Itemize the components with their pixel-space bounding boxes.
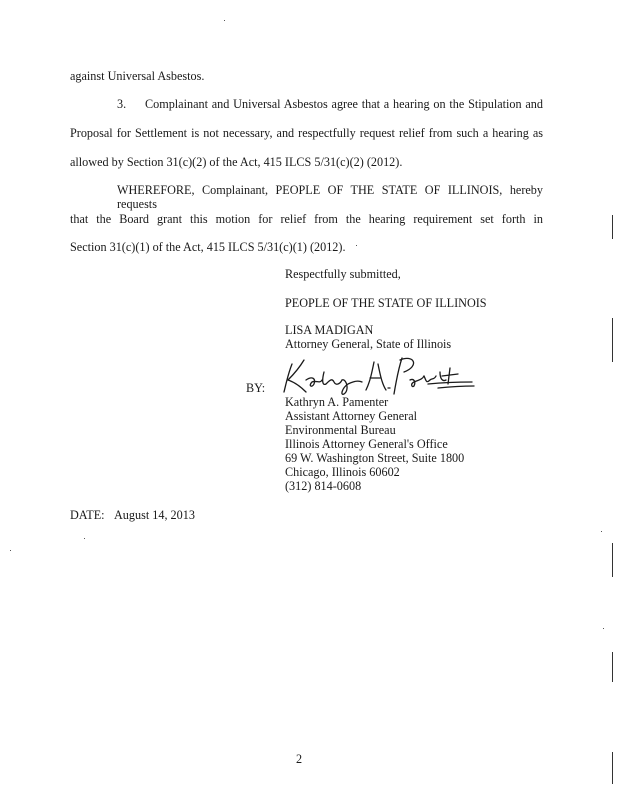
city-state-zip: Chicago, Illinois 60602 (285, 465, 400, 479)
scan-speck (10, 550, 11, 551)
scan-speck (356, 245, 357, 246)
paragraph-3-line-3: allowed by Section 31(c)(2) of the Act, 415 ILCS 5/31(c)(2) (2012). (70, 155, 403, 169)
scan-artifact (612, 543, 613, 577)
signer-title: Assistant Attorney General (285, 409, 418, 423)
phone-number: (312) 814-0608 (285, 479, 362, 493)
bureau: Environmental Bureau (285, 423, 396, 437)
scan-speck (603, 628, 604, 629)
scan-speck (601, 531, 602, 532)
street-address: 69 W. Washington Street, Suite 1800 (285, 451, 465, 465)
wherefore-line-1: WHEREFORE, Complainant, PEOPLE OF THE STATE OF ILLINOIS, hereby requests (117, 183, 543, 211)
scan-artifact (612, 318, 613, 362)
page-number: 2 (296, 752, 303, 766)
by-label: BY: (246, 381, 266, 395)
paragraph-3-line-1: Complainant and Universal Asbestos agree that a hearing on the Stipulation and (145, 97, 543, 111)
paragraph-3-line-2: Proposal for Settlement is not necessary, and respectfully request relief from such a hearing as (70, 126, 543, 140)
handwritten-signature (278, 350, 478, 400)
attorney-general-title: Attorney General, State of Illinois (285, 337, 452, 351)
scan-artifact (612, 752, 613, 784)
scan-artifact (612, 652, 613, 682)
date-value: August 14, 2013 (114, 508, 195, 522)
scan-speck (84, 538, 85, 539)
paragraph-continuation: against Universal Asbestos. (70, 69, 205, 83)
scan-artifact (612, 215, 613, 239)
attorney-general-name: LISA MADIGAN (285, 323, 374, 337)
party-name: PEOPLE OF THE STATE OF ILLINOIS (285, 296, 487, 310)
scan-speck (224, 20, 225, 21)
wherefore-line-3: Section 31(c)(1) of the Act, 415 ILCS 5/31(c)(1) (2012). (70, 240, 346, 254)
closing: Respectfully submitted, (285, 267, 401, 281)
office: Illinois Attorney General's Office (285, 437, 448, 451)
wherefore-line-2: that the Board grant this motion for relief from the hearing requirement set forth in (70, 212, 543, 226)
date-label: DATE: (70, 508, 105, 522)
paragraph-number: 3. (117, 97, 127, 111)
signer-name: Kathryn A. Pamenter (285, 395, 389, 409)
